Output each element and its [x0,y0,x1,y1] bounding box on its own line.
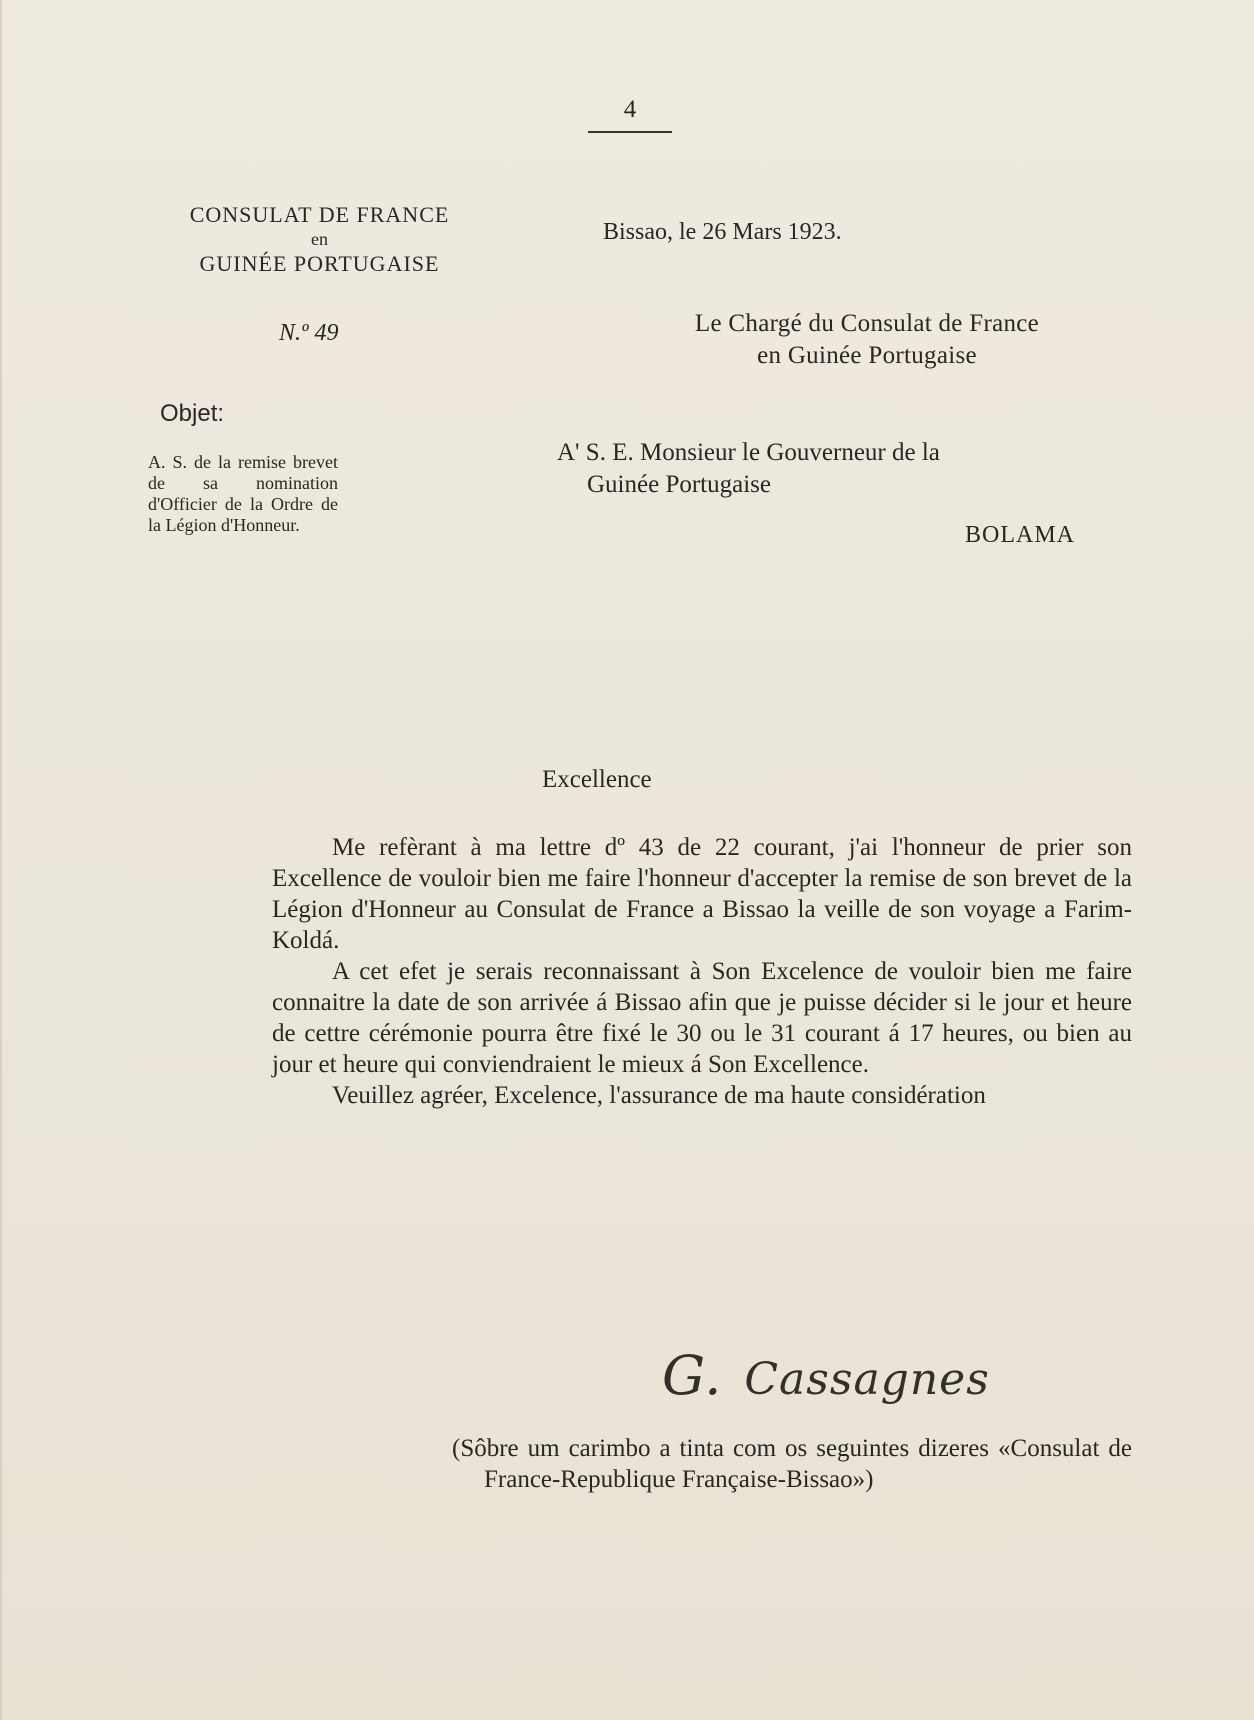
sender-title [602,308,1132,372]
sender-line-3: GUINÉE PORTUGAISE [199,251,440,276]
page-number-rule [588,131,672,133]
sender-line-2: en [311,229,328,249]
sender-line-1: CONSULAT DE FRANCE [189,202,450,227]
place-date: Bissao, le 26 Mars 1923. [603,219,842,245]
object-text: A. S. de la remise brevet de sa nomination d'Officier de la Ordre de la Légion d'Honneur. [148,452,338,535]
recipient-block [557,437,1132,501]
recipient-line-2: Guinée Portugaise [587,471,771,498]
salutation: Excellence [542,766,652,793]
body-paragraph-3: Veuillez agréer, Excelence, l'assurance de ma haute considération [332,1082,986,1109]
reference-number: N.º 49 [279,320,339,346]
body-paragraph-2: A cet efet je serais reconnaissant à Son Excelence de vouloir bien me faire connaitre la date de son arrivée á Bissao afin que je puisse décider si le jour et heure de cettre cérémonie pourra être fixé le 30 ou le 31 courant á 17 heures, ou bien au jour et heure qui conviendraient le mieux á Son Excellence. [272,958,1132,1078]
sender-title-line-1: Le Chargé du Consulat de France [694,310,1040,337]
stamp-note-text: (Sôbre um carimbo a tinta com os seguintes dizeres «Consulat de France-Republique Française-Bissao») [452,1435,1132,1493]
signature-initial: G. [662,1344,723,1407]
recipient-line-1: A' S. E. Monsieur le Gouverneur de la [557,439,940,466]
sender-block [152,200,487,278]
sender-title-line-2: en Guinée Portugaise [757,342,977,369]
signature-surname: Cassagnes [744,1354,990,1405]
signature [662,1344,990,1407]
object-label: Objet: [160,400,225,427]
page-number: 4 [623,96,637,123]
recipient-city: BOLAMA [965,522,1076,548]
letter-body [272,832,1132,1111]
body-paragraph-1: Me refèrant à ma lettre dº 43 de 22 courant, j'ai l'honneur de prier son Excellence de vouloir bien me faire l'honneur d'accepter la remise de son brevet de la Légion d'Honneur au Consulat de France a Bissao la veille de son voyage a Farim-Koldá. [272,834,1132,954]
stamp-note [452,1433,1132,1495]
